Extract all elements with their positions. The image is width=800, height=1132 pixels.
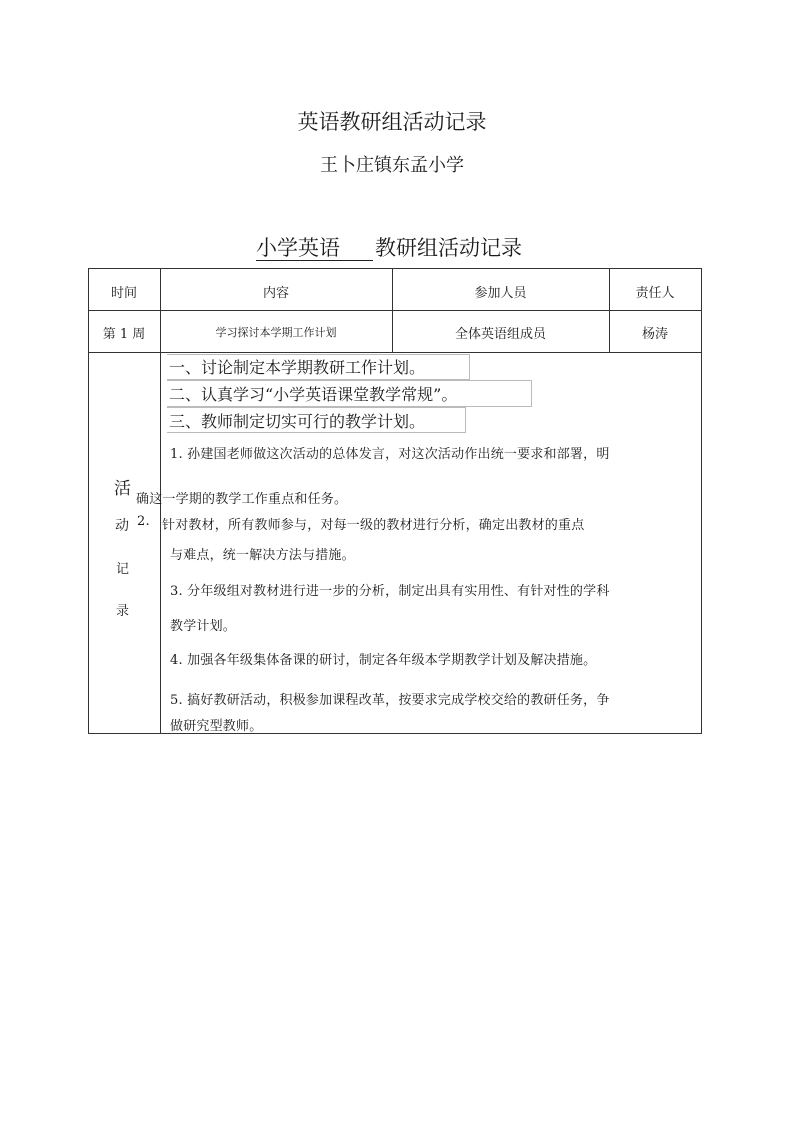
title-blank-line [345, 232, 373, 261]
side-label-char-1: 活 [114, 479, 131, 499]
header-participants: 参加人员 [474, 286, 527, 301]
row1-content: 学习探讨本学期工作计划 [215, 326, 337, 339]
para-5-line-1: 5. 搞好教研活动，积极参加课程改革，按要求完成学校交给的教研任务，争 [170, 693, 610, 708]
para-2-line-1: 针对教材，所有教师参与，对每一级的教材进行分析，确定出教材的重点 [162, 518, 585, 533]
para-3-line-2: 教学计划。 [170, 619, 237, 634]
school-name: 王卜庄镇东孟小学 [320, 155, 464, 176]
side-label-char-4: 录 [116, 604, 130, 619]
para-4-line-1: 4. 加强各年级集体备课的研讨，制定各年级本学期教学计划及解决措施。 [170, 653, 597, 668]
row1-owner: 杨涛 [641, 327, 668, 342]
para-3-line-1: 3. 分年级组对教材进行进一步的分析，制定出具有实用性、有针对性的学科 [170, 584, 610, 599]
header-owner: 责任人 [635, 286, 675, 301]
document-title: 英语教研组活动记录 [297, 110, 487, 134]
record-title-rest: 教研组活动记录 [375, 236, 522, 260]
record-title-subject: 小学英语 [256, 236, 340, 260]
item-3: 三、教师制定切实可行的教学计划。 [169, 412, 426, 431]
para-1-line-1: 1. 孙建国老师做这次活动的总体发言，对这次活动作出统一要求和部署，明 [170, 447, 610, 462]
row1-participants: 全体英语组成员 [454, 327, 546, 342]
header-content: 内容 [262, 286, 289, 301]
para-1-line-2: 确这一学期的教学工作重点和任务。 [136, 492, 348, 507]
item-1: 一、讨论制定本学期教研工作计划。 [169, 358, 426, 377]
side-label-char-2: 动 [115, 518, 129, 534]
title-underline [256, 260, 373, 261]
table-border-right [701, 268, 702, 734]
para-2-number: 2. [137, 514, 150, 529]
side-label-char-3: 记 [116, 562, 130, 577]
header-time: 时间 [110, 286, 137, 301]
row1-time: 第 1 周 [102, 327, 146, 342]
para-2-line-2: 与难点，统一解决方法与措施。 [170, 548, 355, 563]
item-2: 二、认真学习“小学英语课堂教学常规”。 [169, 385, 458, 404]
para-5-line-2: 做研究型教师。 [170, 719, 263, 734]
